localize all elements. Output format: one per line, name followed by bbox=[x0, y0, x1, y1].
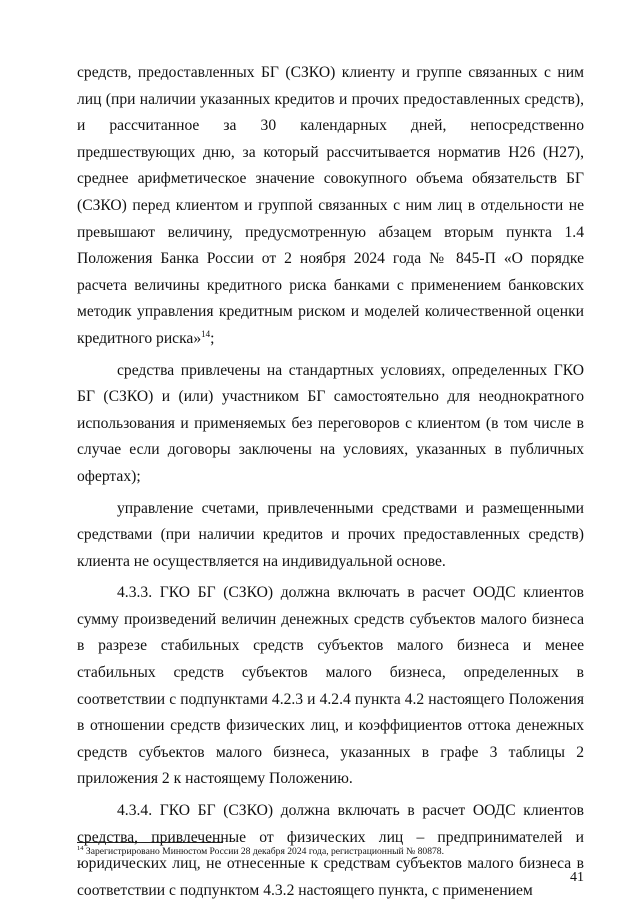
footnote-reference[interactable]: 14 bbox=[201, 328, 211, 339]
paragraph-continuation bbox=[77, 60, 584, 353]
body-text bbox=[77, 60, 584, 904]
paragraph-standard-conditions: средства привлечены на стандартных условиях, определенных ГКО БГ (СЗКО) и (или) участником БГ самостоятельно для неоднократного использования и применяемых без переговоров с клиентом (в том числе в случае если договоры заключены на условиях, указанных в публичных офертах); bbox=[77, 361, 584, 485]
paragraph-account-management: управление счетами, привлеченными средствами и размещенными средствами (при наличии кредитов и прочих предоставленных средств) клиента не осуществляется на индивидуальной основе. bbox=[77, 499, 584, 570]
footnote-number: 14 bbox=[77, 844, 84, 852]
paragraph-4-3-3: 4.3.3. ГКО БГ (СЗКО) должна включать в расчет ООДС клиентов сумму произведений величин денежных средств субъектов малого бизнеса в разрезе стабильных средств субъектов малого бизнеса и менее стабильных средств субъектов малого бизнеса, определенных в соответствии с подпунктами 4.2.3 и 4.2.4 пункта 4.2 настоящего Положения в отношении средств физических лиц, и коэффициентов оттока денежных средств субъектов малого бизнеса, указанных в графе 3 таблицы 2 приложения 2 к настоящему Положению. bbox=[77, 584, 584, 788]
footnote-text: Зарегистрировано Минюстом России 28 декабря 2024 года, регистрационный № 80878. bbox=[83, 846, 444, 857]
footnote bbox=[77, 845, 584, 858]
paragraph-punctuation: ; bbox=[210, 329, 215, 347]
footnote-separator bbox=[77, 842, 223, 843]
page-number: 41 bbox=[570, 870, 584, 885]
paragraph-4-3-4: 4.3.4. ГКО БГ (СЗКО) должна включать в расчет ООДС клиентов средства, привлеченные от физических лиц – предпринимателей и юридических лиц, не отнесенные к средствам субъектов малого бизнеса в соответствии с подпунктом 4.3.2 настоящего пункта, с применением bbox=[77, 802, 584, 899]
paragraph-text: средств, предоставленных БГ (СЗКО) клиенту и группе связанных с ним лиц (при наличии указанных кредитов и прочих предоставленных средств), и рассчитанное за 30 календарных дней, непосредственно предшествующих дню, за который рассчитывается норматив Н26 (Н27), среднее арифметическое значение совокупного объема обязательств БГ (СЗКО) перед клиентом и группой связанных с ним лиц в отдельности не превышают величину, предусмотренную абзацем вторым пункта 1.4 Положения Банка России от 2 ноября 2024 года № 845-П «О порядке расчета величины кредитного риска банками с применением банковских методик управления кредитным риском и моделей количественной оценки кредитного риска» bbox=[77, 64, 584, 347]
